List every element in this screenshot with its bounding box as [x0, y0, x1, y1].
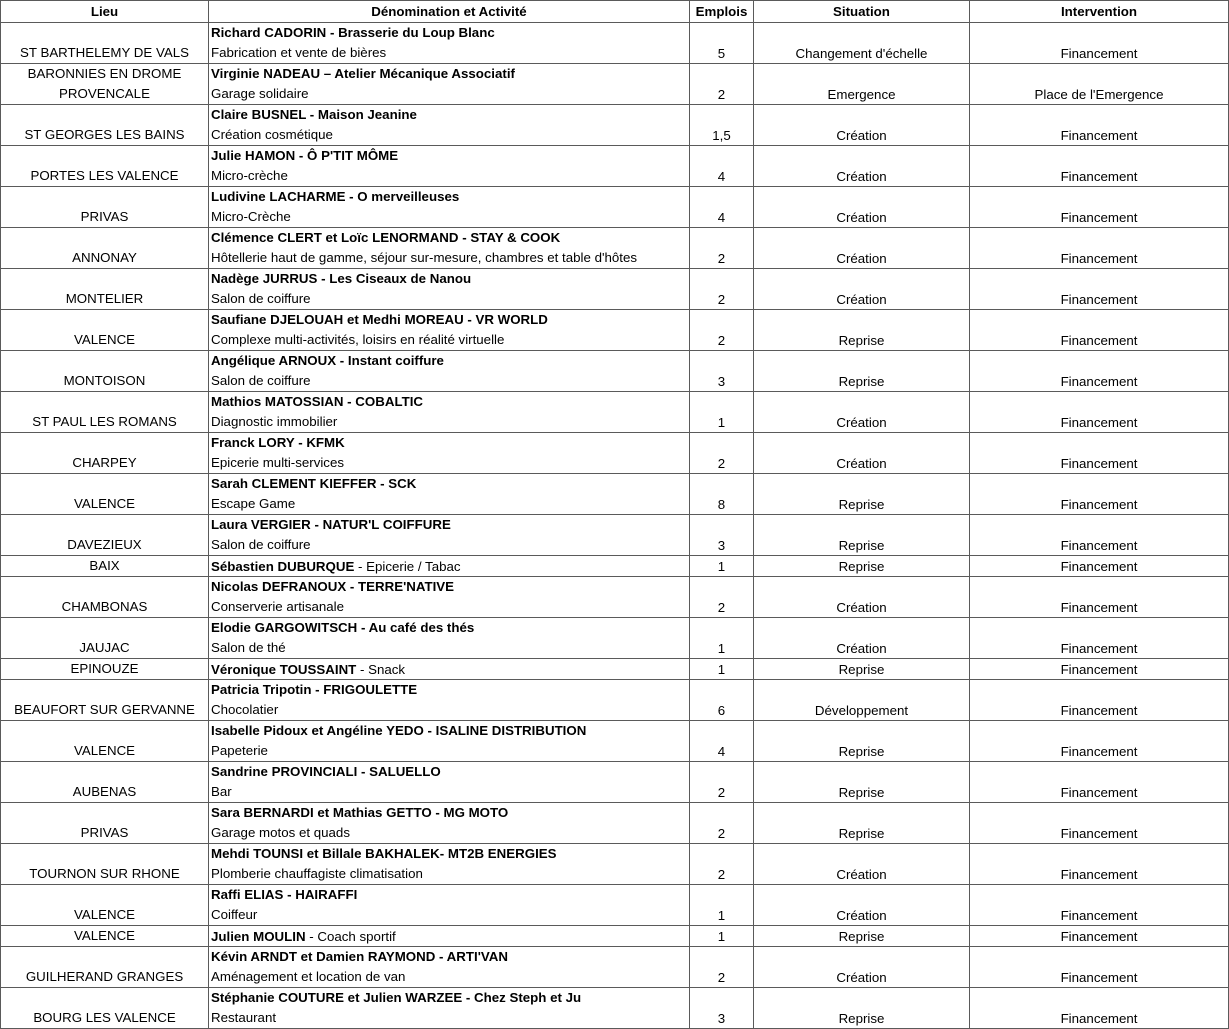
table-row	[1, 392, 1229, 433]
cell-situation: Reprise	[754, 988, 970, 1029]
cell-denomination	[209, 659, 690, 680]
cell-intervention: Financement	[970, 803, 1229, 844]
cell-lieu: ANNONAY	[1, 228, 209, 269]
table-row	[1, 310, 1229, 351]
table-row	[1, 228, 1229, 269]
cell-name: Sarah CLEMENT KIEFFER - SCK	[211, 476, 417, 491]
cell-intervention: Financement	[970, 577, 1229, 618]
cell-activity: Plomberie chauffagiste climatisation	[211, 866, 423, 881]
cell-name: Ludivine LACHARME - O merveilleuses	[211, 189, 460, 204]
cell-denomination	[209, 433, 690, 474]
cell-denomination	[209, 721, 690, 762]
table-row	[1, 618, 1229, 659]
header-lieu: Lieu	[1, 1, 209, 23]
table-row	[1, 803, 1229, 844]
cell-situation: Reprise	[754, 659, 970, 680]
cell-situation: Création	[754, 146, 970, 187]
cell-situation: Reprise	[754, 721, 970, 762]
cell-lieu: MONTOISON	[1, 351, 209, 392]
table-row	[1, 64, 1229, 105]
cell-intervention: Financement	[970, 228, 1229, 269]
cell-intervention: Financement	[970, 926, 1229, 947]
cell-emplois: 4	[690, 187, 754, 228]
cell-denomination	[209, 474, 690, 515]
cell-lieu: VALENCE	[1, 474, 209, 515]
cell-denomination	[209, 515, 690, 556]
cell-activity: Salon de coiffure	[211, 291, 311, 306]
table-row	[1, 721, 1229, 762]
cell-emplois: 1	[690, 392, 754, 433]
cell-intervention: Financement	[970, 556, 1229, 577]
cell-emplois: 6	[690, 680, 754, 721]
cell-intervention: Financement	[970, 310, 1229, 351]
cell-name: Clémence CLERT et Loïc LENORMAND - STAY & COOK	[211, 230, 561, 245]
cell-intervention: Financement	[970, 392, 1229, 433]
cell-name: Julie HAMON - Ô P'TIT MÔME	[211, 148, 399, 163]
cell-intervention: Financement	[970, 433, 1229, 474]
cell-emplois: 4	[690, 146, 754, 187]
cell-lieu: ST BARTHELEMY DE VALS	[1, 23, 209, 64]
cell-emplois: 1	[690, 556, 754, 577]
cell-situation: Changement d'échelle	[754, 23, 970, 64]
header-emplois: Emplois	[690, 1, 754, 23]
cell-situation: Création	[754, 187, 970, 228]
cell-activity: Chocolatier	[211, 702, 279, 717]
cell-name: Richard CADORIN - Brasserie du Loup Blanc	[211, 25, 495, 40]
cell-emplois: 2	[690, 228, 754, 269]
cell-activity: Garage solidaire	[211, 86, 309, 101]
table-row	[1, 515, 1229, 556]
cell-emplois: 2	[690, 433, 754, 474]
cell-activity: Fabrication et vente de bières	[211, 45, 387, 60]
cell-situation: Création	[754, 392, 970, 433]
cell-situation: Création	[754, 947, 970, 988]
cell-denomination	[209, 844, 690, 885]
cell-intervention: Financement	[970, 23, 1229, 64]
cell-situation: Reprise	[754, 926, 970, 947]
cell-situation: Création	[754, 844, 970, 885]
cell-activity: Restaurant	[211, 1010, 277, 1025]
cell-intervention: Financement	[970, 187, 1229, 228]
cell-intervention: Place de l'Emergence	[970, 64, 1229, 105]
cell-name: Mathios MATOSSIAN - COBALTIC	[211, 394, 424, 409]
cell-intervention: Financement	[970, 988, 1229, 1029]
cell-lieu: CHARPEY	[1, 433, 209, 474]
cell-intervention: Financement	[970, 474, 1229, 515]
cell-intervention: Financement	[970, 844, 1229, 885]
cell-intervention: Financement	[970, 721, 1229, 762]
cell-denomination	[209, 23, 690, 64]
cell-emplois: 3	[690, 988, 754, 1029]
cell-name: Julien MOULIN	[211, 929, 306, 944]
cell-lieu: VALENCE	[1, 926, 209, 947]
cell-lieu: PRIVAS	[1, 187, 209, 228]
cell-name: Isabelle Pidoux et Angéline YEDO - ISALINE DISTRIBUTION	[211, 723, 587, 738]
table-row	[1, 351, 1229, 392]
table-row	[1, 269, 1229, 310]
cell-name: Sandrine PROVINCIALI - SALUELLO	[211, 764, 441, 779]
cell-lieu: BEAUFORT SUR GERVANNE	[1, 680, 209, 721]
cell-name: Kévin ARNDT et Damien RAYMOND - ARTI'VAN	[211, 949, 508, 964]
table-row	[1, 988, 1229, 1029]
cell-activity: Complexe multi-activités, loisirs en réalité virtuelle	[211, 332, 505, 347]
cell-lieu: VALENCE	[1, 310, 209, 351]
cell-situation: Création	[754, 228, 970, 269]
cell-situation: Reprise	[754, 474, 970, 515]
cell-name: Patricia Tripotin - FRIGOULETTE	[211, 682, 418, 697]
cell-intervention: Financement	[970, 680, 1229, 721]
cell-activity: Salon de coiffure	[211, 373, 311, 388]
cell-denomination	[209, 577, 690, 618]
cell-intervention: Financement	[970, 885, 1229, 926]
cell-denomination	[209, 64, 690, 105]
cell-situation: Création	[754, 433, 970, 474]
cell-activity: - Snack	[356, 662, 406, 677]
cell-intervention: Financement	[970, 146, 1229, 187]
cell-denomination	[209, 187, 690, 228]
cell-name: Stéphanie COUTURE et Julien WARZEE - Chez Steph et Ju	[211, 990, 582, 1005]
cell-lieu: VALENCE	[1, 721, 209, 762]
cell-name: Laura VERGIER - NATUR'L COIFFURE	[211, 517, 451, 532]
cell-emplois: 1	[690, 618, 754, 659]
cell-emplois: 2	[690, 310, 754, 351]
cell-activity: Coiffeur	[211, 907, 258, 922]
cell-lieu: AUBENAS	[1, 762, 209, 803]
cell-denomination	[209, 146, 690, 187]
cell-situation: Reprise	[754, 803, 970, 844]
cell-activity: Hôtellerie haut de gamme, séjour sur-mesure, chambres et table d'hôtes	[211, 250, 638, 265]
cell-lieu: PORTES LES VALENCE	[1, 146, 209, 187]
header-situation: Situation	[754, 1, 970, 23]
cell-lieu: JAUJAC	[1, 618, 209, 659]
cell-intervention: Financement	[970, 105, 1229, 146]
cell-denomination	[209, 803, 690, 844]
cell-denomination	[209, 885, 690, 926]
cell-lieu: BARONNIES EN DROME PROVENCALE	[1, 64, 209, 105]
cell-lieu: BAIX	[1, 556, 209, 577]
cell-name: Mehdi TOUNSI et Billale BAKHALEK- MT2B ENERGIES	[211, 846, 557, 861]
cell-lieu: BOURG LES VALENCE	[1, 988, 209, 1029]
cell-activity: Micro-Crèche	[211, 209, 291, 224]
cell-denomination	[209, 947, 690, 988]
table-row	[1, 577, 1229, 618]
cell-name: Claire BUSNEL - Maison Jeanine	[211, 107, 417, 122]
cell-lieu: ST GEORGES LES BAINS	[1, 105, 209, 146]
cell-name: Nicolas DEFRANOUX - TERRE'NATIVE	[211, 579, 455, 594]
cell-situation: Emergence	[754, 64, 970, 105]
cell-situation: Création	[754, 577, 970, 618]
table-row	[1, 23, 1229, 64]
cell-emplois: 1	[690, 659, 754, 680]
cell-lieu: EPINOUZE	[1, 659, 209, 680]
cell-name: Sara BERNARDI et Mathias GETTO - MG MOTO	[211, 805, 509, 820]
cell-intervention: Financement	[970, 351, 1229, 392]
cell-lieu: PRIVAS	[1, 803, 209, 844]
cell-name: Virginie NADEAU – Atelier Mécanique Associatif	[211, 66, 515, 81]
cell-activity: Salon de coiffure	[211, 537, 311, 552]
cell-emplois: 3	[690, 351, 754, 392]
cell-emplois: 2	[690, 762, 754, 803]
cell-name: Saufiane DJELOUAH et Medhi MOREAU - VR WORLD	[211, 312, 548, 327]
cell-emplois: 2	[690, 269, 754, 310]
table-row	[1, 556, 1229, 577]
cell-activity: - Coach sportif	[305, 929, 396, 944]
cell-denomination	[209, 680, 690, 721]
cell-activity: Garage motos et quads	[211, 825, 350, 840]
header-intervention: Intervention	[970, 1, 1229, 23]
cell-situation: Développement	[754, 680, 970, 721]
table-row	[1, 146, 1229, 187]
cell-name: Elodie GARGOWITSCH - Au café des thés	[211, 620, 475, 635]
cell-denomination	[209, 392, 690, 433]
table-row	[1, 680, 1229, 721]
cell-name: Franck LORY - KFMK	[211, 435, 345, 450]
cell-intervention: Financement	[970, 618, 1229, 659]
cell-situation: Création	[754, 618, 970, 659]
cell-emplois: 5	[690, 23, 754, 64]
cell-emplois: 8	[690, 474, 754, 515]
cell-lieu: VALENCE	[1, 885, 209, 926]
cell-emplois: 2	[690, 844, 754, 885]
cell-situation: Reprise	[754, 515, 970, 556]
cell-denomination	[209, 228, 690, 269]
cell-situation: Création	[754, 885, 970, 926]
cell-lieu: CHAMBONAS	[1, 577, 209, 618]
cell-activity: Création cosmétique	[211, 127, 333, 142]
cell-situation: Reprise	[754, 762, 970, 803]
cell-denomination	[209, 351, 690, 392]
cell-intervention: Financement	[970, 947, 1229, 988]
cell-name: Sébastien DUBURQUE	[211, 559, 355, 574]
cell-intervention: Financement	[970, 659, 1229, 680]
cell-emplois: 4	[690, 721, 754, 762]
header-row	[1, 1, 1229, 23]
cell-activity: Aménagement et location de van	[211, 969, 406, 984]
cell-situation: Création	[754, 269, 970, 310]
cell-lieu: MONTELIER	[1, 269, 209, 310]
cell-activity: Escape Game	[211, 496, 296, 511]
cell-situation: Reprise	[754, 556, 970, 577]
table-row	[1, 474, 1229, 515]
cell-activity: Salon de thé	[211, 640, 286, 655]
cell-intervention: Financement	[970, 269, 1229, 310]
cell-emplois: 2	[690, 947, 754, 988]
table-row	[1, 926, 1229, 947]
table-row	[1, 187, 1229, 228]
table-row	[1, 885, 1229, 926]
cell-situation: Création	[754, 105, 970, 146]
cell-emplois: 1,5	[690, 105, 754, 146]
table-row	[1, 105, 1229, 146]
cell-name: Raffi ELIAS - HAIRAFFI	[211, 887, 358, 902]
cell-situation: Reprise	[754, 310, 970, 351]
cell-emplois: 2	[690, 803, 754, 844]
cell-activity: Epicerie multi-services	[211, 455, 345, 470]
cell-denomination	[209, 105, 690, 146]
cell-emplois: 2	[690, 64, 754, 105]
cell-intervention: Financement	[970, 515, 1229, 556]
cell-name: Véronique TOUSSAINT	[211, 662, 357, 677]
cell-intervention: Financement	[970, 762, 1229, 803]
cell-lieu: ST PAUL LES ROMANS	[1, 392, 209, 433]
cell-emplois: 1	[690, 885, 754, 926]
table-row	[1, 947, 1229, 988]
cell-activity: Bar	[211, 784, 232, 799]
cell-denomination	[209, 269, 690, 310]
table-row	[1, 433, 1229, 474]
cell-denomination	[209, 618, 690, 659]
table-row	[1, 659, 1229, 680]
cell-activity: Micro-crèche	[211, 168, 288, 183]
cell-activity: Diagnostic immobilier	[211, 414, 338, 429]
cell-activity: Conserverie artisanale	[211, 599, 345, 614]
cell-denomination	[209, 310, 690, 351]
cell-name: Nadège JURRUS - Les Ciseaux de Nanou	[211, 271, 472, 286]
cell-lieu: GUILHERAND GRANGES	[1, 947, 209, 988]
table-row	[1, 844, 1229, 885]
cell-denomination	[209, 926, 690, 947]
cell-lieu: DAVEZIEUX	[1, 515, 209, 556]
cell-denomination	[209, 762, 690, 803]
cell-activity: Papeterie	[211, 743, 268, 758]
cell-emplois: 3	[690, 515, 754, 556]
cell-situation: Reprise	[754, 351, 970, 392]
cell-name: Angélique ARNOUX - Instant coiffure	[211, 353, 444, 368]
cell-denomination	[209, 556, 690, 577]
cell-emplois: 1	[690, 926, 754, 947]
cell-activity: - Epicerie / Tabac	[354, 559, 461, 574]
cell-emplois: 2	[690, 577, 754, 618]
header-denomination: Dénomination et Activité	[209, 1, 690, 23]
cell-lieu: TOURNON SUR RHONE	[1, 844, 209, 885]
table-row	[1, 762, 1229, 803]
cell-denomination	[209, 988, 690, 1029]
